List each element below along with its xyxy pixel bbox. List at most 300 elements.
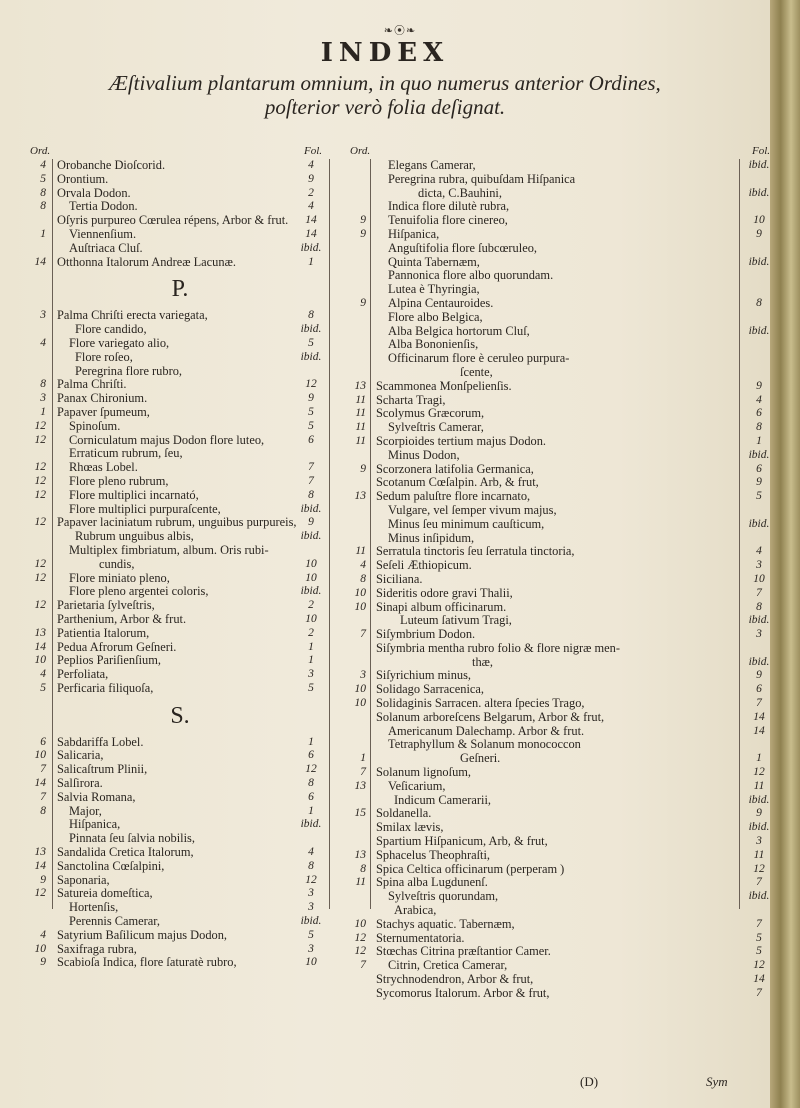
index-entry [350,849,770,863]
index-entry [30,682,330,696]
ordo-number: 14 [34,640,46,653]
index-entry [30,378,330,392]
plant-name: Satyrium Baſilicum majus Dodon, [57,927,228,942]
index-entry [30,214,330,228]
index-entry [350,504,770,518]
ordo-number: 11 [355,421,366,434]
folio-number: 5 [756,490,762,503]
plant-name: Flore multiplici incarnató, [69,487,199,502]
folio-number: 7 [308,461,314,474]
index-entry [350,366,770,380]
plant-name: Palma Chriſti erecta variegata, [57,308,208,323]
plant-name: Peregrina flore rubro, [75,363,182,378]
ordo-number: 9 [360,462,366,475]
folio-number: 9 [308,172,314,185]
plant-name: Panax Chironium. [57,391,148,406]
plant-name: Americanum Dalechamp. Arbor & frut. [388,723,585,738]
folio-number: 9 [756,476,762,489]
ordo-number: 12 [34,419,46,432]
index-entry [350,904,770,918]
subtitle-line-2: poſterior verò folia deſignat. [264,95,506,119]
index-entry [350,380,770,394]
plant-name: Scharta Tragi, [376,392,446,407]
ordo-number: 10 [354,586,366,599]
plant-name: Parietaria ſylveſtris, [57,598,155,613]
ordo-number: 12 [354,931,366,944]
ordo-number: 7 [360,766,366,779]
index-entry [350,752,770,766]
index-entry [30,530,330,544]
index-entry [30,736,330,750]
index-entry [30,901,330,915]
index-entry [350,614,770,628]
ordo-number: 5 [40,681,46,694]
plant-name: Anguſtifolia flore ſubcœruleo, [388,240,537,255]
ordo-number: 8 [40,378,46,391]
fol-header: Fol. [751,145,770,157]
index-entry [350,256,770,270]
folio-number: 8 [308,309,314,322]
ordo-number: 9 [360,296,366,309]
ordo-number: 10 [34,749,46,762]
index-entry [350,435,770,449]
folio-number: 6 [308,790,314,803]
folio-number: ibid. [748,448,770,461]
folio-number: ibid. [300,323,322,336]
index-entry [30,805,330,819]
folio-number: ibid. [748,821,770,834]
plant-name: Luteum ſativum Tragi, [400,613,512,628]
index-entry [350,932,770,946]
plant-name: Sabdariffa Lobel. [57,734,144,749]
plant-name: Oſyris purpureo Cœrulea répens, Arbor & frut. [57,213,289,228]
index-entry [30,874,330,888]
plant-name: Perficaria filiquoſa, [57,680,154,695]
folio-number: 3 [308,901,314,914]
plant-name: Flore candido, [75,322,147,337]
index-entry [30,461,330,475]
folio-number: 12 [753,862,765,875]
plant-name: Scolymus Græcorum, [376,406,485,421]
folio-number: 3 [756,559,762,572]
ord-header: Ord. [30,145,51,157]
folio-number: 12 [753,959,765,972]
plant-name: Tetraphyllum & Solanum monococcon [388,737,581,752]
folio-number: 8 [308,859,314,872]
ordo-number: 1 [40,405,46,418]
folio-number: 1 [756,752,762,765]
plant-name: Veſicarium, [388,778,446,793]
index-entry [350,697,770,711]
index-entry [30,406,330,420]
plant-name: Spinoſum. [69,418,121,433]
folio-number: 6 [756,683,762,696]
index-entry [350,863,770,877]
folio-number: ibid. [748,186,770,199]
plant-name: Smilax lævis, [376,820,444,835]
index-entry [30,159,330,173]
plant-name: Citrin, Cretica Camerar, [388,958,508,973]
index-entry [30,599,330,613]
folio-number: 4 [756,545,762,558]
folio-number: 14 [753,724,765,737]
plant-name: Siſymbrium Dodon. [376,627,476,642]
page-title: INDEX [320,38,450,68]
index-entry [350,228,770,242]
plant-name: Flore pleno rubrum, [69,473,169,488]
fol-header: Fol. [303,145,322,157]
index-entry [30,641,330,655]
plant-name: Scabioſa Indica, flore ſaturatè rubro, [57,955,237,970]
plant-name: Hortenſis, [69,900,119,915]
index-entry [350,711,770,725]
folio-number: 3 [308,942,314,955]
folio-number: 11 [753,779,765,792]
ordo-number: 14 [34,255,46,268]
plant-name: Sideritis odore gravi Thalii, [376,585,513,600]
plant-name: Multiplex fimbriatum, album. Oris rubi- [69,542,269,557]
ordo-number: 14 [34,777,46,790]
ordo-number: 12 [34,557,46,570]
book-edge [770,0,800,1108]
folio-number: 14 [753,973,765,986]
index-entry [350,545,770,559]
index-entry [30,791,330,805]
index-entry [30,929,330,943]
folio-number: 14 [305,214,317,227]
index-entry [30,489,330,503]
folio-number: 4 [308,159,314,171]
section-letter: P. [171,276,189,303]
plant-name: Scammonea Monſpelienſis. [376,378,512,393]
ordo-number: 8 [360,572,366,585]
plant-name: Officinarum flore è ceruleo purpura- [388,351,570,366]
folio-number: 3 [756,835,762,848]
plant-name: Minus ſeu minimum cauſticum, [388,516,545,531]
index-entry [350,959,770,973]
plant-name: Elegans Camerar, [388,158,476,172]
ordo-number: 9 [40,873,46,886]
plant-name: Salicaria, [57,748,104,763]
ordo-number: 8 [40,186,46,199]
index-entry [30,365,330,379]
index-entry [350,601,770,615]
ordo-number: 8 [360,862,366,875]
plant-name: Alpina Centauroides. [388,295,494,310]
ordo-number: 12 [34,474,46,487]
plant-name: Saponaria, [57,872,110,887]
index-entry [350,200,770,214]
plant-name: Hiſpanica, [388,226,440,241]
index-entry [350,187,770,201]
plant-name: Serratula tinctoris ſeu ſerratula tinctoria, [376,544,575,559]
plant-name: Palma Chriſti. [57,377,127,392]
folio-number: ibid. [748,614,770,627]
folio-number: 6 [308,749,314,762]
plant-name: Solanum lignoſum, [376,765,471,780]
index-entry [30,887,330,901]
plant-name: Scotanum Cœſalpin. Arb, & frut, [376,475,539,490]
plant-name: Rubrum unguibus albis, [75,529,194,544]
folio-number: 9 [756,807,762,820]
plant-name: Orobanche Dioſcorid. [57,158,166,172]
folio-number: ibid. [300,585,322,598]
index-entry [30,668,330,682]
plant-name: Perennis Camerar, [69,914,161,929]
plant-name: Flore multiplici purpuraſcente, [69,501,221,516]
index-entry [350,725,770,739]
index-entry [350,242,770,256]
index-entry [30,256,330,270]
index-entry [350,325,770,339]
folio-number: 11 [753,848,765,861]
index-entry [30,434,330,448]
index-column-left [30,145,330,970]
plant-name: Indicum Camerarii, [394,792,492,807]
plant-name: Salvia Romana, [57,789,136,804]
folio-number: 8 [308,488,314,501]
folio-number: 9 [756,379,762,392]
plant-name: Pannonica flore albo quorundam. [388,268,554,283]
index-entry [350,214,770,228]
ordo-number: 3 [360,669,366,682]
folio-number: 3 [756,628,762,641]
ord-header: Ord. [350,145,371,157]
folio-number: 1 [308,735,314,748]
folio-number: 4 [308,200,314,213]
folio-number: 10 [305,612,317,625]
folio-number: 6 [308,433,314,446]
index-entry [350,449,770,463]
index-entry [350,587,770,601]
folio-number: 5 [308,928,314,941]
index-entry [30,200,330,214]
folio-number: ibid. [300,350,322,363]
plant-name: thæ, [472,654,493,669]
plant-name: Patientia Italorum, [57,625,150,640]
ordo-number: 12 [34,433,46,446]
index-entry [30,585,330,599]
ordo-number: 10 [354,917,366,930]
ordo-number: 13 [354,779,366,792]
plant-name: Sylveſtris Camerar, [388,420,484,435]
plant-name: Otthonna Italorum Andreæ Lacunæ. [57,254,236,269]
catchword: Sym [706,1074,728,1089]
plant-name: Sylveſtris quorundam, [388,889,499,904]
index-entry [350,918,770,932]
index-entry [350,683,770,697]
index-entry [350,490,770,504]
ordo-number: 4 [360,559,366,572]
folio-number: 9 [308,516,314,529]
folio-number: ibid. [748,793,770,806]
folio-number: 7 [756,586,762,599]
plant-name: Spina alba Lugdunenſ. [376,875,488,890]
ordo-number: 6 [40,735,46,748]
ordo-number: 13 [34,626,46,639]
plant-name: Solidago Sarracenica, [376,682,485,697]
index-entry [350,407,770,421]
folio-number: 12 [305,763,317,776]
index-entry [30,846,330,860]
folio-number: 4 [308,846,314,859]
plant-name: Salicaſtrum Plinii, [57,762,148,777]
plant-name: Scorzonera latifolia Germanica, [376,461,534,476]
index-entry [350,173,770,187]
ordo-number: 10 [354,600,366,613]
plant-name: Saxifraga rubra, [57,941,137,956]
plant-name: Minus inſipidum, [388,530,475,545]
column-header [30,145,330,159]
folio-number: 5 [308,419,314,432]
ordo-number: 12 [34,599,46,612]
plant-name: Spartium Hiſpanicum, Arb, & frut, [376,834,548,849]
folio-number: ibid. [300,530,322,543]
index-entry [30,818,330,832]
ordo-number: 1 [40,227,46,240]
index-entry [30,420,330,434]
plant-name: Tertia Dodon. [69,199,138,214]
folio-number: ibid. [748,517,770,530]
folio-number: ibid. [748,159,770,171]
ordo-number: 11 [355,545,366,558]
index-entry [30,447,330,461]
right-entries [350,159,770,1001]
ordo-number: 11 [355,393,366,406]
index-entry [350,987,770,1001]
index-entry [30,558,330,572]
index-entry [350,532,770,546]
index-entry [30,832,330,846]
plant-name: Peregrina rubra, quibuſdam Hiſpanica [388,171,576,186]
plant-name: Stachys aquatic. Tabernæm, [376,916,515,931]
ordo-number: 12 [34,461,46,474]
folio-number: 1 [308,640,314,653]
folio-number: 4 [756,393,762,406]
index-entry [350,394,770,408]
folio-number: 8 [308,777,314,790]
folio-number: ibid. [748,655,770,668]
folio-number: 2 [308,599,314,612]
folio-number: 8 [756,296,762,309]
index-entry [350,421,770,435]
plant-name: Spica Celtica officinarum (perperam ) [376,861,565,876]
index-entry [30,351,330,365]
plant-name: Flore pleno argentei coloris, [69,584,209,599]
plant-name: Sternumentatoria. [376,930,465,945]
plant-name: Parthenium, Arbor & frut. [57,611,187,626]
plant-name: Peplios Pariſienſium, [57,653,161,668]
folio-number: 6 [756,462,762,475]
folio-number: ibid. [300,818,322,831]
plant-name: Alba Belgica hortorum Cluſ, [388,323,530,338]
index-entry [30,915,330,929]
index-entry [350,669,770,683]
index-entry [350,738,770,752]
folio-number: 3 [308,887,314,900]
ordo-number: 9 [360,227,366,240]
ordo-number: 3 [40,392,46,405]
plant-name: Scorpioides tertium majus Dodon. [376,433,547,448]
plant-name: Strychnodendron, Arbor & frut, [376,972,534,987]
ordo-number: 5 [40,172,46,185]
ordo-number: 10 [34,942,46,955]
folio-number: 10 [753,214,765,227]
ordo-number: 13 [354,379,366,392]
index-entry [30,749,330,763]
index-entry [350,835,770,849]
plant-name: dicta, C.Bauhini, [418,185,502,200]
plant-name: Satureia domeſtica, [57,886,153,901]
plant-name: Pinnata ſeu ſalvia nobilis, [69,831,195,846]
folio-number: 1 [308,804,314,817]
ordo-number: 15 [354,807,366,820]
index-entry [30,572,330,586]
index-entry [350,518,770,532]
index-entry [350,766,770,780]
folio-number: 5 [308,336,314,349]
ordo-number: 13 [354,848,366,861]
folio-number: 5 [756,945,762,958]
column-header [350,145,770,159]
folio-number: 10 [305,571,317,584]
ordo-number: 11 [355,876,366,889]
folio-number: 8 [756,600,762,613]
index-column-right [350,145,770,1001]
index-entry [350,297,770,311]
plant-name: Soldanella. [376,806,432,821]
index-entry [30,956,330,970]
plant-name: Solidaginis Sarracen. altera ſpecies Trago, [376,696,585,711]
ordo-number: 4 [40,668,46,681]
index-entry [30,323,330,337]
ordo-number: 4 [40,159,46,171]
index-entry [30,860,330,874]
plant-name: Sanctolina Cœſalpini, [57,858,165,873]
ordo-number: 10 [34,654,46,667]
ordo-number: 7 [360,628,366,641]
signature-mark: (D) [580,1074,599,1089]
index-entry [30,613,330,627]
folio-number: 7 [308,474,314,487]
index-entry [350,821,770,835]
folio-number: 6 [756,407,762,420]
folio-number: 1 [308,255,314,268]
index-entry [350,807,770,821]
folio-number: 7 [756,697,762,710]
ordo-number: 13 [34,846,46,859]
index-entry [350,973,770,987]
index-entry [350,476,770,490]
ordo-number: 7 [40,790,46,803]
plant-name: Quinta Tabernæm, [388,254,480,269]
plant-name: Hiſpanica, [69,817,121,832]
index-entry [350,794,770,808]
plant-name: Salſirora. [57,776,103,791]
folio-number: 9 [308,392,314,405]
index-entry [350,283,770,297]
index-entry [30,627,330,641]
plant-name: Corniculatum majus Dodon flore luteo, [69,432,265,447]
plant-name: Flore roſeo, [75,349,133,364]
plant-name: Rhœas Lobel. [69,460,138,475]
folio-number: 12 [753,766,765,779]
ordo-number: 4 [40,928,46,941]
plant-name: Geſneri. [460,751,501,766]
ordo-number: 9 [40,956,46,969]
plant-name: Sycomorus Italorum. Arbor & frut, [376,985,550,1000]
index-entry [30,777,330,791]
